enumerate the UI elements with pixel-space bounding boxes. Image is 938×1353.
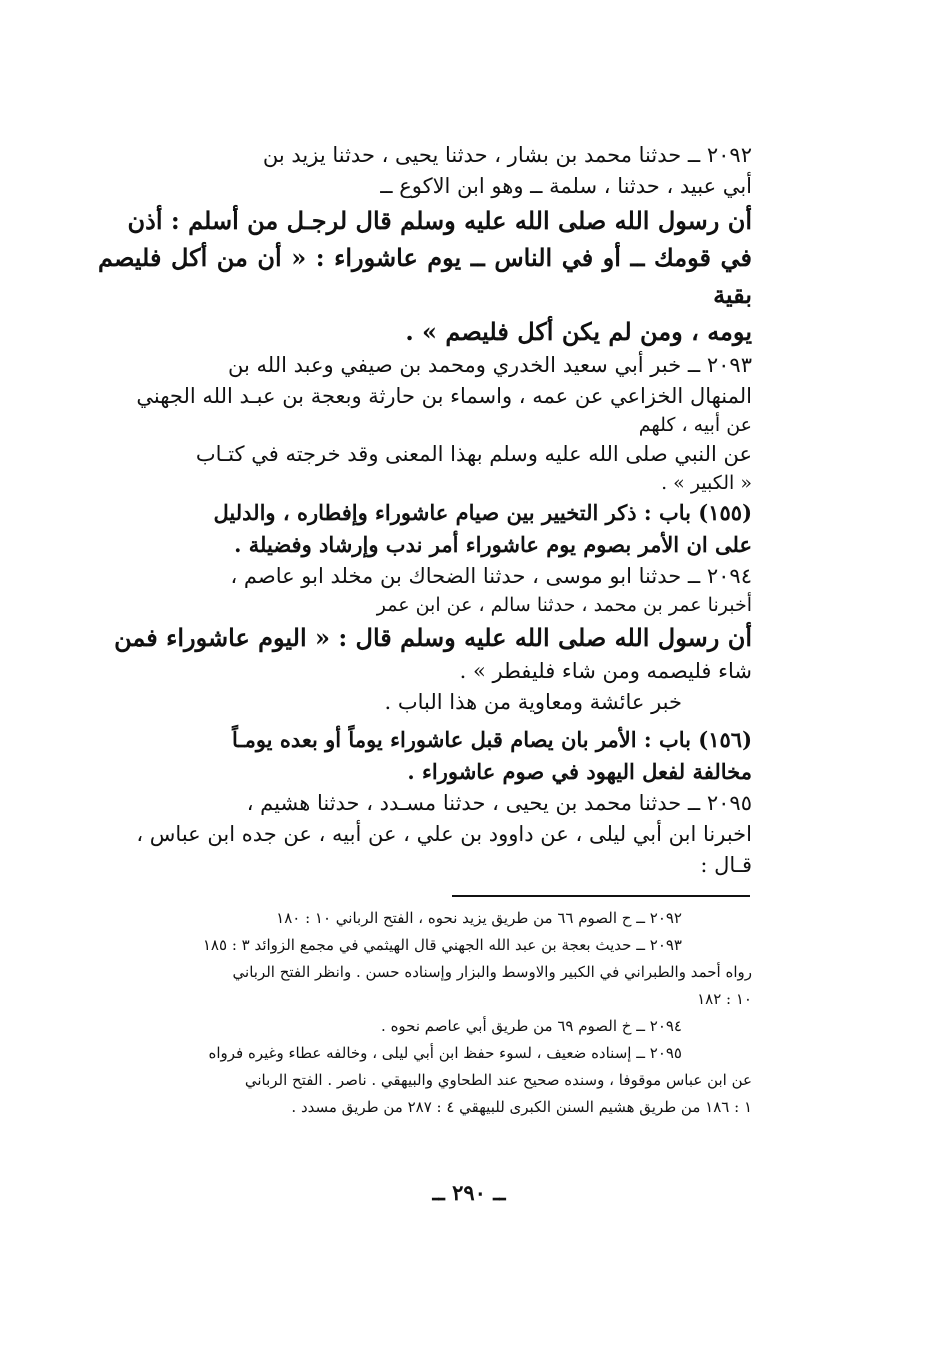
hadith-2093-line-4: عن النبي صلى الله عليه وسلم بهذا المعنى وقد خرجته في كتـاب: [195, 442, 752, 466]
hadith-2092-matn-line-3: يومه ، ومن لم يكن أكل فليصم » .: [405, 317, 752, 346]
hadith-2093-line-2: المنهال الخزاعي عن عمه ، واسماء بن حارثة وبعجة بن عبـد الله الجهني: [136, 384, 752, 408]
footnote-2092: ٢٠٩٢ ــ ح الصوم ٦٦ من طريق يزيد نحوه ، الفتح الرباني ١٠ : ١٨٠: [276, 909, 682, 927]
hadith-2094-matn-line-1: أن رسول الله صلى الله عليه وسلم قال : « اليوم عاشوراء فمن: [114, 623, 752, 652]
chapter-155-heading-line-2: على ان الأمر بصوم يوم عاشوراء أمر ندب وإرشاد وفضيلة .: [234, 532, 752, 557]
footnote-divider: [452, 895, 750, 897]
footnote-2093-line-3: ١٠ : ١٨٢: [697, 990, 752, 1008]
footnote-2095-line-1: ٢٠٩٥ ــ إسناده ضعيف ، لسوء حفظ ابن أبي ليلى ، وخالفه عطاء وغيره فرواه: [208, 1044, 682, 1062]
main-text: [98, 140, 752, 881]
hadith-2094-line-1: ٢٠٩٤ ــ حدثنا ابو موسى ، حدثنا الضحاك بن مخلد ابو عاصم ،: [230, 564, 752, 588]
hadith-2092-matn-line-1: أن رسول الله صلى الله عليه وسلم قال لرجـل من أسلم : أذن: [127, 206, 752, 235]
hadith-2093-line-3: عن أبيه ، كلهم: [638, 414, 752, 436]
hadith-2093-line-5: « الكبير » .: [661, 472, 752, 494]
hadith-2092-line-1: ٢٠٩٢ ــ حدثنا محمد بن بشار ، حدثنا يحيى ، حدثنا يزيد بن: [262, 143, 752, 167]
hadith-2092-matn-line-2: في قومك ــ أو في الناس ــ يوم عاشوراء : « أن من أكل فليصم بقية: [98, 243, 752, 309]
footnote-2095-line-2: عن ابن عباس موقوفا ، وسنده صحيح عند الطحاوي والبيهقي . ناصر . الفتح الرباني: [244, 1071, 752, 1089]
hadith-2092-line-2: أبي عبيد ، حدثنا ، سلمة ــ وهو ابن الاكوع ــ: [380, 174, 752, 198]
footnote-2093-line-2: رواه أحمد والطبراني في الكبير والاوسط والبزار وإسناده حسن . وانظر الفتح الرباني: [232, 963, 752, 981]
chapter-156-heading-line-2: مخالفة لفعل اليهود في صوم عاشوراء .: [407, 759, 752, 784]
chapter-155-heading-line-1: (١٥٥) باب : ذكر التخيير بين صيام عاشوراء وإفطاره ، والدليل: [213, 500, 752, 525]
hadith-2095-line-2: اخبرنا ابن أبي ليلى ، عن داوود بن علي ، عن أبيه ، عن جده ابن عباس ،: [136, 822, 752, 846]
hadith-2094-line-2: أخبرنا عمر بن محمد ، حدثنا سالم ، عن ابن عمر: [376, 594, 752, 616]
hadith-2095-line-3: قـال :: [700, 853, 752, 877]
page-number: ــ ٢٩٠ ــ: [432, 1180, 506, 1205]
chapter-note-line: خبر عائشة ومعاوية من هذا الباب .: [384, 690, 682, 714]
chapter-156-heading-line-1: (١٥٦) باب : الأمر بان يصام قبل عاشوراء يوماً أو بعده يومـاً: [232, 727, 752, 752]
hadith-2095-line-1: ٢٠٩٥ ــ حدثنا محمد بن يحيى ، حدثنا مسـدد ، حدثنا هشيم ،: [246, 791, 752, 815]
footnote-2095-line-3: ١ : ١٨٦ من طريق هشيم السنن الكبرى للبيهقي ٤ : ٢٨٧ من طريق مسدد .: [291, 1098, 752, 1116]
hadith-2093-line-1: ٢٠٩٣ ــ خبر أبي سعيد الخدري ومحمد بن صيفي وعبد الله بن: [228, 353, 752, 377]
hadith-2094-matn-line-2: شاء فليصمه ومن شاء فليفطر » .: [459, 659, 752, 683]
footnotes: [98, 905, 752, 1121]
footnote-2093-line-1: ٢٠٩٣ ــ حديث بعجة بن عبد الله الجهني قال الهيثمي في مجمع الزوائد ٣ : ١٨٥: [202, 936, 682, 954]
footnote-2094: ٢٠٩٤ ــ خ الصوم ٦٩ من طريق أبي عاصم نحوه .: [381, 1017, 682, 1035]
